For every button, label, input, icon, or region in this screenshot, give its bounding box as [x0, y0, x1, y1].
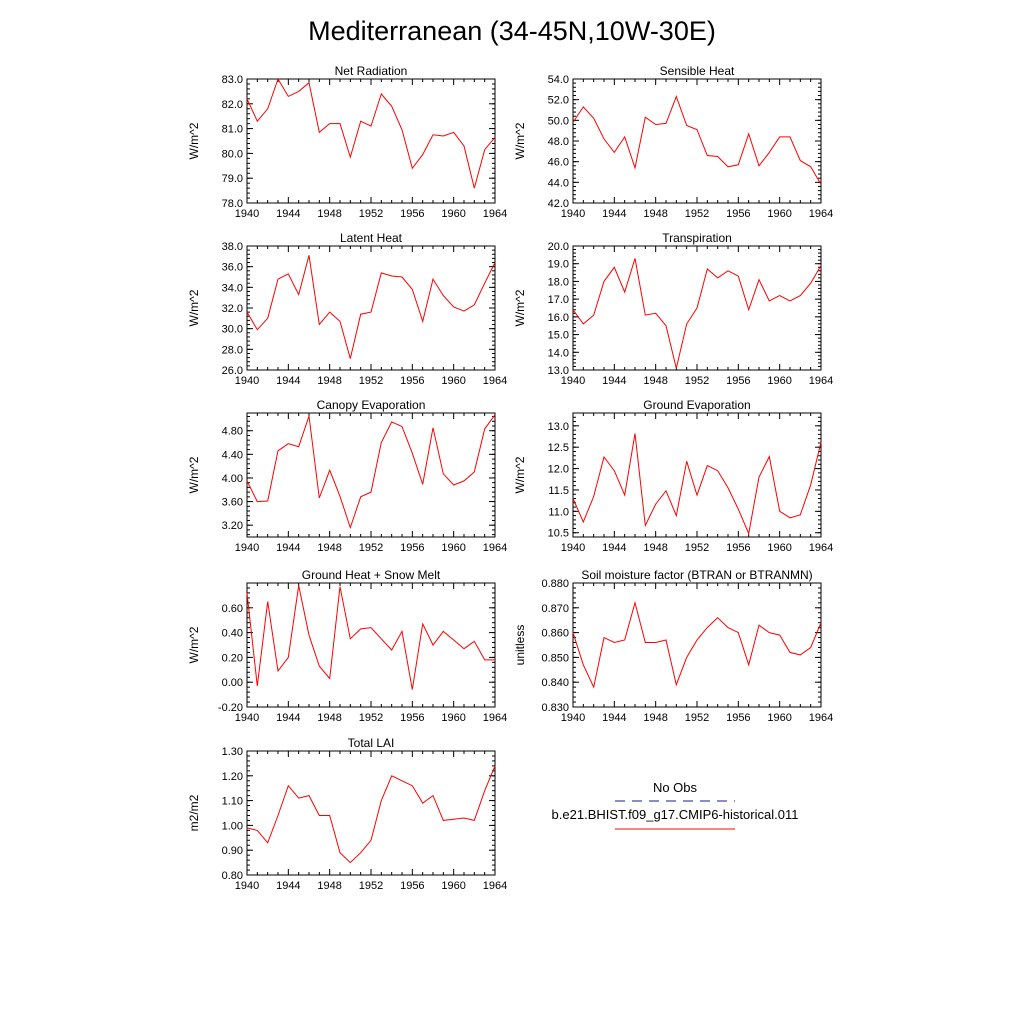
x-tick-label: 1960 [441, 880, 466, 892]
plot-frame [247, 79, 495, 203]
x-tick-label: 1948 [643, 208, 668, 220]
y-tick-label: 1.10 [221, 795, 243, 808]
panel-net-radiation [187, 64, 507, 220]
x-tick-label: 1944 [602, 208, 627, 220]
y-tick-label: 4.80 [221, 425, 243, 438]
x-tick-label: 1956 [400, 712, 425, 724]
series-line-net-radiation [247, 79, 495, 188]
series-line-soil-moisture-factor-btran-or-btranmn [573, 603, 821, 687]
x-tick-label: 1964 [482, 208, 508, 220]
y-tick-label: 19.0 [547, 258, 569, 271]
y-tick-label: 11.0 [548, 506, 569, 519]
y-tick-label: 0.40 [221, 627, 243, 640]
panel-ground-evaporation [513, 398, 833, 554]
y-tick-label: 0.840 [541, 677, 569, 690]
x-tick-label: 1952 [358, 375, 384, 387]
y-tick-label: 0.870 [541, 602, 569, 615]
x-tick-label: 1948 [643, 712, 668, 724]
x-tick-label: 1956 [400, 542, 425, 554]
y-tick-label: 20.0 [547, 241, 569, 253]
x-tick-label: 1956 [726, 542, 751, 554]
panel-title: Ground Heat + Snow Melt [301, 568, 441, 582]
y-axis-label: W/m^2 [513, 289, 527, 327]
x-tick-label: 1960 [441, 712, 466, 724]
y-tick-label: 83.0 [221, 74, 243, 86]
y-tick-label: 52.0 [547, 94, 569, 107]
panel-ground-heat-snow-melt [187, 568, 507, 724]
y-tick-label: 3.20 [221, 520, 243, 533]
panel-grid [187, 64, 833, 892]
y-axis-label: W/m^2 [513, 456, 527, 494]
y-tick-label: 13.0 [547, 420, 569, 433]
x-tick-label: 1948 [317, 712, 342, 724]
x-tick-label: 1952 [358, 712, 384, 724]
x-tick-label: 1956 [400, 208, 425, 220]
x-tick-label: 1944 [276, 208, 301, 220]
y-tick-label: 4.00 [221, 472, 243, 485]
panel-sensible-heat [513, 64, 833, 220]
x-tick-label: 1956 [726, 208, 751, 220]
x-tick-label: 1940 [234, 208, 260, 220]
y-tick-label: 4.40 [221, 449, 243, 462]
y-tick-label: 54.0 [547, 74, 569, 86]
panel-title: Total LAI [347, 736, 395, 750]
x-tick-label: 1960 [441, 208, 466, 220]
panel-title: Ground Evaporation [643, 398, 751, 412]
y-tick-label: 78.0 [221, 198, 243, 210]
y-tick-label: 0.880 [541, 578, 569, 590]
x-tick-label: 1960 [767, 208, 792, 220]
x-tick-label: 1964 [482, 375, 508, 387]
x-tick-label: 1940 [560, 712, 586, 724]
x-tick-label: 1956 [726, 712, 751, 724]
y-tick-label: 0.80 [221, 870, 243, 882]
x-tick-label: 1952 [358, 542, 384, 554]
y-axis-label: unitless [513, 624, 527, 666]
x-tick-label: 1952 [684, 208, 710, 220]
x-tick-label: 1964 [808, 375, 834, 387]
y-tick-label: 16.0 [547, 311, 569, 324]
plot-frame [573, 79, 821, 203]
series-line-canopy-evaporation [247, 415, 495, 528]
y-tick-label: 44.0 [547, 177, 569, 190]
panel-title: Sensible Heat [659, 64, 735, 78]
x-tick-label: 1944 [602, 375, 627, 387]
y-axis-label: W/m^2 [187, 626, 201, 664]
x-tick-label: 1952 [684, 542, 710, 554]
legend-obs-label: No Obs [652, 780, 698, 795]
x-tick-label: 1964 [808, 208, 834, 220]
x-tick-label: 1960 [767, 375, 792, 387]
plot-frame [247, 751, 495, 875]
y-tick-label: 15.0 [547, 329, 569, 342]
x-tick-label: 1960 [441, 542, 466, 554]
series-line-total-lai [247, 766, 495, 863]
y-axis-label: m2/m2 [187, 794, 201, 832]
x-tick-label: 1952 [684, 375, 710, 387]
x-tick-label: 1952 [684, 712, 710, 724]
x-tick-label: 1940 [560, 542, 586, 554]
x-tick-label: 1964 [808, 712, 834, 724]
x-tick-label: 1944 [602, 712, 627, 724]
x-tick-label: 1956 [400, 880, 425, 892]
x-tick-label: 1940 [234, 880, 260, 892]
y-tick-label: 34.0 [221, 282, 243, 295]
y-tick-label: 14.0 [547, 347, 569, 360]
y-tick-label: 30.0 [221, 323, 243, 336]
plot-frame [247, 583, 495, 707]
plot-frame [247, 246, 495, 370]
x-tick-label: 1940 [560, 375, 586, 387]
y-tick-label: 0.830 [541, 702, 569, 714]
plot-frame [573, 583, 821, 707]
y-axis-label: W/m^2 [187, 122, 201, 160]
x-tick-label: 1940 [560, 208, 586, 220]
y-tick-label: 11.5 [548, 484, 569, 497]
x-tick-label: 1944 [602, 542, 627, 554]
y-tick-label: 42.0 [547, 198, 569, 210]
x-tick-label: 1944 [276, 880, 301, 892]
y-tick-label: 81.0 [221, 123, 243, 136]
x-tick-label: 1956 [726, 375, 751, 387]
panel-canopy-evaporation [187, 398, 507, 554]
y-axis-label: W/m^2 [187, 289, 201, 327]
panel-title: Transpiration [662, 231, 732, 245]
y-tick-label: 79.0 [221, 173, 243, 186]
series-line-ground-heat-snow-melt [247, 586, 495, 690]
x-tick-label: 1948 [317, 880, 342, 892]
y-tick-label: 82.0 [221, 98, 243, 111]
y-tick-label: 3.60 [221, 496, 243, 509]
plot-frame [573, 413, 821, 537]
y-tick-label: 38.0 [221, 241, 243, 253]
legend-model-label: b.e21.BHIST.f09_g17.CMIP6-historical.011 [551, 807, 799, 822]
y-tick-label: 1.20 [221, 770, 243, 783]
y-tick-label: 0.860 [541, 627, 569, 640]
y-tick-label: 28.0 [221, 344, 243, 357]
panel-title: Latent Heat [339, 231, 403, 245]
panel-title: Canopy Evaporation [316, 398, 426, 412]
x-tick-label: 1960 [767, 542, 792, 554]
y-tick-label: 0.20 [221, 652, 243, 665]
series-line-sensible-heat [573, 97, 821, 185]
panel-total-lai [187, 736, 507, 892]
figure-title: Mediterranean (34-45N,10W-30E) [308, 16, 716, 46]
panel-title: Net Radiation [334, 64, 408, 78]
y-tick-label: 12.0 [547, 463, 569, 476]
x-tick-label: 1964 [482, 712, 508, 724]
y-tick-label: 17.0 [547, 294, 569, 307]
x-tick-label: 1964 [482, 880, 508, 892]
y-tick-label: 1.00 [221, 820, 243, 833]
x-tick-label: 1948 [317, 375, 342, 387]
y-tick-label: 1.30 [221, 746, 243, 758]
panel-soil-moisture-factor-btran-or-btranmn [513, 568, 833, 724]
x-tick-label: 1964 [808, 542, 834, 554]
y-axis-label: W/m^2 [187, 456, 201, 494]
y-tick-label: 48.0 [547, 136, 569, 148]
y-tick-label: 50.0 [547, 115, 569, 128]
y-tick-label: 0.60 [221, 602, 243, 615]
x-tick-label: 1960 [767, 712, 792, 724]
x-tick-label: 1956 [400, 375, 425, 387]
y-axis-label: W/m^2 [513, 122, 527, 160]
y-tick-label: 13.0 [547, 365, 569, 377]
x-tick-label: 1940 [234, 542, 260, 554]
x-tick-label: 1944 [276, 712, 301, 724]
y-tick-label: 18.0 [547, 276, 569, 289]
y-tick-label: -0.20 [217, 702, 243, 714]
x-tick-label: 1952 [358, 208, 384, 220]
panel-latent-heat [187, 231, 507, 387]
x-tick-label: 1948 [317, 542, 342, 554]
legend [552, 780, 799, 829]
series-line-latent-heat [247, 255, 495, 358]
y-tick-label: 10.5 [547, 527, 569, 540]
y-tick-label: 46.0 [547, 156, 569, 169]
y-tick-label: 0.850 [541, 652, 569, 665]
x-tick-label: 1960 [441, 375, 466, 387]
y-tick-label: 26.0 [221, 365, 243, 377]
y-tick-label: 12.5 [547, 442, 569, 455]
y-tick-label: 0.90 [221, 845, 243, 858]
x-tick-label: 1940 [234, 375, 260, 387]
x-tick-label: 1948 [643, 375, 668, 387]
x-tick-label: 1948 [317, 208, 342, 220]
panel-title: Soil moisture factor (BTRAN or BTRANMN) [581, 568, 813, 582]
series-line-ground-evaporation [573, 434, 821, 534]
plot-frame [247, 413, 495, 537]
y-tick-label: 36.0 [221, 261, 243, 274]
series-line-transpiration [573, 258, 821, 368]
x-tick-label: 1944 [276, 542, 301, 554]
x-tick-label: 1940 [234, 712, 260, 724]
panel-transpiration [513, 231, 833, 387]
y-tick-label: 0.00 [221, 677, 243, 690]
y-tick-label: 80.0 [221, 148, 243, 161]
x-tick-label: 1952 [358, 880, 384, 892]
x-tick-label: 1944 [276, 375, 301, 387]
x-tick-label: 1948 [643, 542, 668, 554]
y-tick-label: 32.0 [221, 303, 243, 315]
x-tick-label: 1964 [482, 542, 508, 554]
